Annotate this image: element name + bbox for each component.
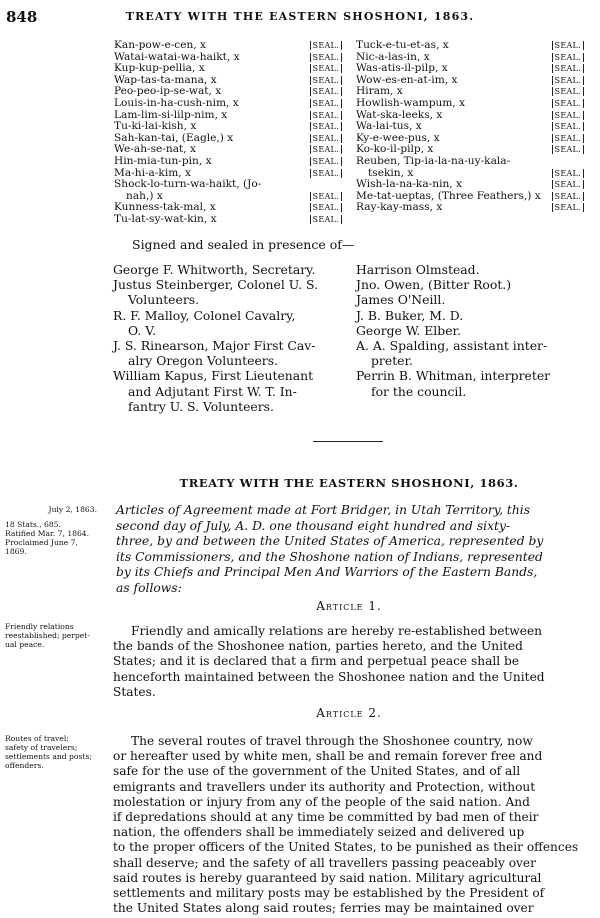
signatory-row [114, 179, 342, 191]
paragraph-line: settlements and military posts may be established by the President of [113, 886, 545, 901]
treaty-preamble [116, 503, 586, 596]
signatory-row [356, 202, 584, 214]
signatory-name: tsekin, x [368, 166, 414, 179]
seal-mark: SEAL. [310, 41, 342, 50]
treaty-title: TREATY WITH THE EASTERN SHOSHONI, 1863. [179, 476, 519, 490]
seal-mark: SEAL. [552, 76, 584, 85]
margin-note-date [5, 505, 111, 514]
margin-note-line: safety of travelers; [5, 743, 78, 752]
signatory-name: Was-atis-il-pilp, x [356, 62, 448, 75]
seal-mark: SEAL. [552, 169, 584, 178]
seal-mark: SEAL. [552, 53, 584, 62]
witness-line: Perrin B. Whitman, interpreter [356, 368, 551, 384]
witness-intro: Signed and sealed in presence of— [132, 237, 355, 252]
paragraph-line: safe for the use of the government of the United States, and of all [113, 764, 521, 779]
seal-mark: SEAL. [552, 64, 584, 73]
witness-line: and Adjutant First W. T. In- [128, 383, 297, 399]
seal-mark: SEAL. [552, 203, 584, 212]
witness-line: J. S. Rinearson, Major First Cav- [113, 338, 316, 354]
signatory-name: Kunness-tak-mal, x [114, 201, 216, 214]
seal-mark: SEAL. [552, 180, 584, 189]
margin-statute-line: Ratified Mar. 7, 1864. [5, 529, 90, 538]
paragraph-line: henceforth maintained between the Shoshonee nation and the United [113, 669, 545, 684]
signatory-row [356, 121, 584, 133]
seal-mark: SEAL. [310, 134, 342, 143]
witness-list-right [356, 262, 588, 399]
preamble-line: its Commissioners, and the Shoshone nation of Indians, represented [116, 549, 543, 564]
witness-line: fantry U. S. Volunteers. [128, 398, 274, 414]
witness-line: Jno. Owen, (Bitter Root.) [356, 277, 512, 293]
signatory-row [356, 40, 584, 52]
seal-mark: SEAL. [552, 145, 584, 154]
signatory-name: Ma-hi-a-kim, x [114, 166, 191, 179]
margin-date: July 2, 1863. [48, 505, 97, 514]
preamble-line: by its Chiefs and Principal Men And Warriors of the Eastern Bands, [116, 565, 538, 579]
paragraph-line: molestation or injury from any of the people of the said nation. And [113, 794, 530, 809]
signatory-name: Hiram, x [356, 85, 403, 98]
signatory-name: nah,) x [126, 189, 163, 202]
witness-list-left [113, 262, 353, 414]
margin-note-line: settlements and posts; [5, 752, 92, 761]
signatory-name: Kup-kup-pellia, x [114, 62, 205, 75]
signatory-name: Ray-kay-mass, x [356, 201, 443, 214]
paragraph-line: shall deserve; and the safety of all travellers passing peaceably over [113, 855, 536, 870]
paragraph-line: Friendly and amically relations are hereby re-established between [131, 624, 543, 638]
section-divider [313, 441, 383, 442]
signatory-name: Ko-ko-il-pilp, x [356, 143, 434, 156]
paragraph-line: States. [113, 684, 156, 699]
signatory-name: Wow-es-en-at-im, x [356, 73, 458, 86]
signatory-name: Sah-kan-tai, (Eagle,) x [114, 131, 234, 144]
witness-line: Harrison Olmstead. [356, 262, 480, 277]
margin-note-line: Friendly relations [5, 622, 74, 631]
margin-note-statutes [5, 520, 111, 556]
signatory-row [114, 121, 342, 133]
article-2-text [113, 734, 587, 916]
signatory-row [114, 98, 342, 110]
article-1-text [113, 624, 587, 700]
seal-mark: SEAL. [310, 169, 342, 178]
signatory-name: Watai-watai-wa-haikt, x [114, 50, 240, 63]
paragraph-line: the United States along said routes; ferries may be maintained over [113, 901, 534, 916]
witness-line: O. V. [128, 322, 157, 338]
seal-mark: SEAL. [310, 157, 342, 166]
article-2-heading: Article 2. [316, 706, 382, 720]
preamble-line: as follows: [116, 580, 182, 595]
signatory-row [114, 156, 342, 168]
seal-mark: SEAL. [310, 87, 342, 96]
signatory-name: Nic-a-las-in, x [356, 50, 430, 63]
running-title: TREATY WITH THE EASTERN SHOSHONI, 1863. [125, 10, 475, 23]
signatory-name: Wish-la-na-ka-nin, x [356, 178, 462, 191]
margin-statute-line: 1869. [5, 547, 27, 556]
seal-mark: SEAL. [310, 122, 342, 131]
witness-line: George W. Elber. [356, 322, 462, 338]
signatory-name: We-ah-se-nat, x [114, 143, 196, 156]
margin-note-line: offenders. [5, 761, 44, 770]
signatory-name: Tu-lat-sy-wat-kin, x [114, 212, 217, 225]
signatory-name: Ky-e-wee-pus, x [356, 131, 440, 144]
article-1-heading: Article 1. [316, 599, 382, 613]
signatory-name: Reuben, Tip-ia-la-na-uy-kala- [356, 154, 511, 167]
witness-line: J. B. Buker, M. D. [356, 307, 464, 323]
seal-mark: SEAL. [310, 111, 342, 120]
paragraph-line: the bands of the Shoshonee nation, parties hereto, and the United [113, 639, 523, 654]
signatory-name: Tuck-e-tu-et-as, x [356, 39, 449, 51]
seal-mark: SEAL. [310, 192, 342, 201]
margin-statute-line: Proclaimed June 7, [5, 538, 78, 547]
witness-line: James O'Neill. [356, 292, 446, 308]
seal-mark: SEAL. [310, 203, 342, 212]
signatory-name: Tu-ki-lai-kish, x [114, 120, 197, 133]
signatory-row [114, 214, 342, 226]
margin-note-line: Routes of travel; [5, 734, 69, 743]
paragraph-line: said routes is hereby guaranteed by said nation. Military agricultural [113, 870, 542, 885]
witness-line: Justus Steinberger, Colonel U. S. [113, 277, 318, 293]
seal-mark: SEAL. [310, 76, 342, 85]
margin-note-line: ual peace. [5, 640, 45, 649]
paragraph-line: to the proper officers of the United States, to be punished as their offences [113, 840, 579, 855]
preamble-line: three, by and between the United States of America, represented by [116, 534, 544, 548]
paragraph-line: The several routes of travel through the Shoshonee country, now [131, 734, 533, 748]
witness-line: Volunteers. [128, 292, 200, 308]
signatory-name: Louis-in-ha-cush-nim, x [114, 96, 239, 109]
seal-mark: SEAL. [552, 134, 584, 143]
paragraph-line: States; and it is declared that a firm and perpetual peace shall be [113, 654, 520, 669]
signatory-name: Wat-ska-leeks, x [356, 108, 443, 121]
signatory-name: Me-tat-ueptas, (Three Feathers,) x [356, 189, 541, 202]
seal-mark: SEAL. [310, 215, 342, 224]
paragraph-line: or hereafter used by white men, shall be and remain forever free and [113, 749, 543, 764]
signatory-name: Shock-lo-turn-wa-haikt, (Jo- [114, 178, 262, 191]
signatory-row [114, 40, 342, 52]
margin-note-article-2 [5, 734, 111, 770]
seal-mark: SEAL. [552, 41, 584, 50]
page-number: 848 [6, 8, 38, 26]
witness-line: for the council. [371, 383, 467, 399]
paragraph-line: if depredations should at any time be committed by bad men of their [113, 810, 539, 825]
signatory-name: Wa-lai-tus, x [356, 120, 422, 133]
signatory-row [356, 179, 584, 191]
paragraph-line: emigrants and travellers under its authority and Protection, without [113, 779, 536, 794]
margin-note-article-1 [5, 622, 111, 649]
signatory-list-right [356, 40, 584, 214]
seal-mark: SEAL. [552, 192, 584, 201]
witness-line: George F. Whitworth, Secretary. [113, 262, 316, 277]
witness-line: R. F. Malloy, Colonel Cavalry, [113, 307, 296, 323]
signatory-list-left [114, 40, 342, 226]
paragraph-line: nation, the offenders shall be immediately seized and delivered up [113, 825, 525, 840]
witness-line: A. A. Spalding, assistant inter- [356, 338, 548, 354]
seal-mark: SEAL. [310, 145, 342, 154]
margin-statute-line: 18 Stats., 685. [5, 520, 61, 529]
seal-mark: SEAL. [552, 87, 584, 96]
signatory-row [356, 156, 584, 168]
seal-mark: SEAL. [310, 53, 342, 62]
witness-line: alry Oregon Volunteers. [128, 353, 278, 369]
signatory-name: Wap-tas-ta-mana, x [114, 73, 217, 86]
witness-line: William Kapus, First Lieutenant [113, 368, 314, 384]
witness-line: preter. [371, 353, 413, 369]
seal-mark: SEAL. [552, 111, 584, 120]
seal-mark: SEAL. [552, 122, 584, 131]
preamble-line: second day of July, A. D. one thousand eight hundred and sixty- [116, 518, 511, 533]
seal-mark: SEAL. [310, 99, 342, 108]
margin-note-line: reestablished; perpet- [5, 631, 90, 640]
signatory-name: Kan-pow-e-cen, x [114, 39, 207, 51]
preamble-line: Articles of Agreement made at Fort Bridger, in Utah Territory, this [116, 503, 531, 517]
signatory-name: Hin-mia-tun-pin, x [114, 154, 212, 167]
signatory-row [356, 98, 584, 110]
seal-mark: SEAL. [310, 64, 342, 73]
signatory-name: Peo-peo-ip-se-wat, x [114, 85, 222, 98]
seal-mark: SEAL. [552, 99, 584, 108]
signatory-name: Lam-lim-si-lilp-nim, x [114, 108, 228, 121]
signatory-name: Howlish-wampum, x [356, 96, 466, 109]
